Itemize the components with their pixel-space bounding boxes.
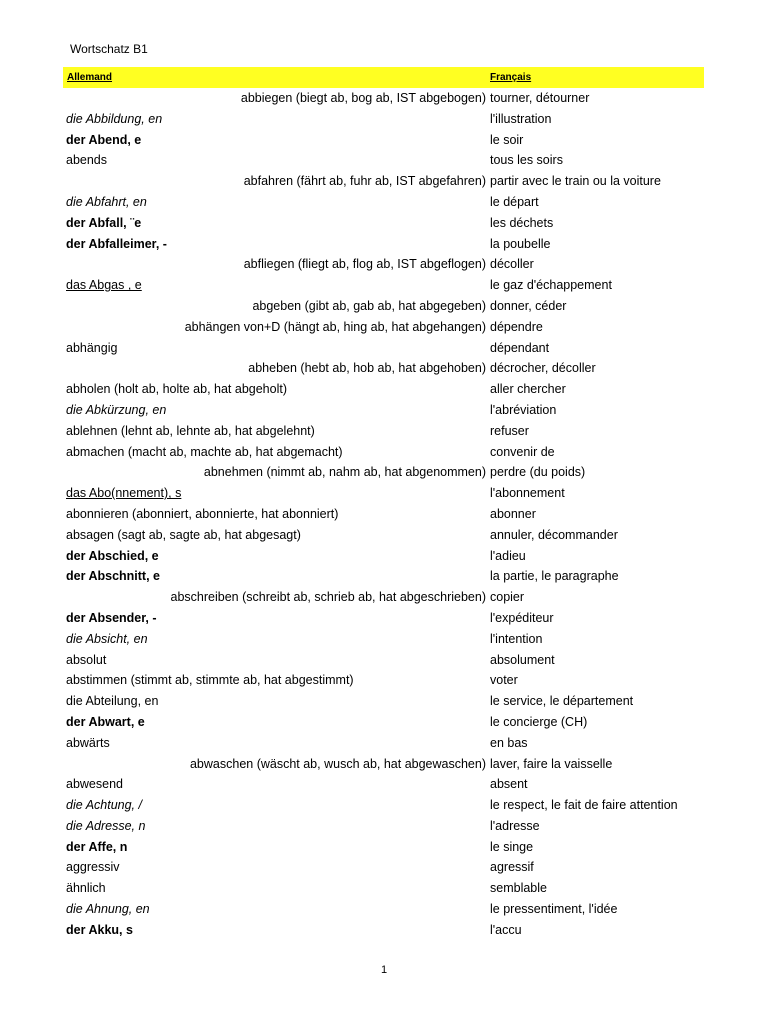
german-term: die Absicht, en [66,631,148,646]
french-translation: l'adieu [490,548,526,563]
french-translation: décoller [490,257,534,272]
french-translation: tourner, détourner [490,91,590,105]
table-row [63,88,704,109]
table-row [63,234,704,255]
german-term: abstimmen (stimmt ab, stimmte ab, hat abgestimmt) [66,673,354,688]
german-term: ablehnen (lehnt ab, lehnte ab, hat abgelehnt) [66,423,315,438]
table-row [63,878,704,899]
german-term: die Achtung, / [66,798,142,813]
column-header-german: Allemand [67,72,113,83]
french-translation: laver, faire la vaisselle [490,756,613,771]
french-translation: l'adresse [490,818,540,833]
table-row [63,254,704,275]
german-term: die Adresse, n [66,818,146,833]
german-term: das Abgas , e [66,278,142,293]
table-row [63,546,704,567]
german-term: abhängen von+D (hängt ab, hing ab, hat abgehangen) [184,319,486,334]
table-row [63,150,704,171]
german-term: abbiegen (biegt ab, bog ab, IST abgebogen) [240,91,486,105]
german-term: die Abteilung, en [66,694,159,709]
table-row [63,358,704,379]
table-row [63,275,704,296]
french-translation: l'intention [490,631,543,646]
german-term: die Ahnung, en [66,902,150,917]
french-translation: convenir de [490,444,555,459]
french-translation: annuler, décommander [490,527,618,542]
french-translation: la poubelle [490,236,551,251]
german-term: der Akku, s [66,922,133,937]
french-translation: l'abréviation [490,402,557,417]
table-header [63,67,704,88]
table-row [63,566,704,587]
table-row [63,442,704,463]
german-term: der Abwart, e [66,714,145,729]
table-row [63,670,704,691]
table-row [63,421,704,442]
table-row [63,899,704,920]
table-row [63,171,704,192]
german-term: absagen (sagt ab, sagte ab, hat abgesagt) [66,527,301,542]
table-row [63,109,704,130]
german-term: aggressiv [66,860,120,875]
german-term: der Abschnitt, e [66,569,160,584]
german-term: abwaschen (wäscht ab, wusch ab, hat abgewaschen) [189,756,486,771]
german-term: der Abfall, ¨e [66,215,142,230]
table-row [63,629,704,650]
column-header-french: Français [490,72,532,83]
french-translation: l'illustration [490,111,552,126]
table-row [63,754,704,775]
german-term: abfahren (fährt ab, fuhr ab, IST abgefahren) [243,174,486,189]
french-translation: le singe [490,839,534,854]
page-number: 1 [380,964,388,976]
german-term: der Abschied, e [66,548,159,563]
german-term: abholen (holt ab, holte ab, hat abgeholt) [66,382,288,397]
table-row [63,130,704,151]
french-translation: le pressentiment, l'idée [490,902,618,917]
table-row [63,338,704,359]
french-translation: semblable [490,881,547,896]
table-row [63,857,704,878]
german-term: die Abfahrt, en [66,194,147,209]
table-row [63,317,704,338]
german-term: abwesend [66,777,123,792]
table-row [63,733,704,754]
french-translation: l'expéditeur [490,610,554,625]
german-term: der Abfalleimer, - [66,236,167,251]
german-term: abmachen (macht ab, machte ab, hat abgemacht) [66,444,343,459]
table-row [63,691,704,712]
german-term: die Abbildung, en [66,111,163,126]
french-translation: perdre (du poids) [490,465,586,480]
table-row [63,296,704,317]
table-row [63,213,704,234]
german-term: abhängig [66,340,118,355]
french-translation: agressif [490,860,534,875]
french-translation: la partie, le paragraphe [490,569,619,584]
french-translation: le gaz d'échappement [490,278,612,293]
french-translation: le respect, le fait de faire attention [490,798,678,813]
table-row [63,462,704,483]
table-row [63,525,704,546]
french-translation: le concierge (CH) [490,714,588,729]
german-term: abends [66,153,108,168]
table-row [63,650,704,671]
german-term: absolut [66,652,107,667]
vocabulary-table [63,88,704,941]
table-row [63,774,704,795]
french-translation: partir avec le train ou la voiture [490,174,661,189]
french-translation: donner, céder [490,298,567,313]
french-translation: absent [490,777,528,792]
french-translation: abonner [490,506,536,521]
french-translation: copier [490,590,525,605]
table-row [63,192,704,213]
table-row [63,400,704,421]
german-term: abwärts [66,735,110,750]
german-term: abgeben (gibt ab, gab ab, hat abgegeben) [252,298,486,313]
german-term: der Affe, n [66,839,128,854]
french-translation: l'accu [490,922,522,937]
german-term: abnehmen (nimmt ab, nahm ab, hat abgenommen) [203,465,486,480]
table-row [63,587,704,608]
french-translation: refuser [490,423,529,438]
french-translation: dépendant [490,340,550,355]
french-translation: aller chercher [490,382,566,397]
french-translation: l'abonnement [490,486,565,501]
french-translation: le service, le département [490,694,634,709]
french-translation: en bas [490,735,528,750]
german-term: der Abend, e [66,132,142,147]
german-term: abfliegen (fliegt ab, flog ab, IST abgeflogen) [243,257,486,272]
table-row [63,504,704,525]
table-row [63,483,704,504]
french-translation: dépendre [490,319,543,334]
table-row [63,837,704,858]
german-term: abheben (hebt ab, hob ab, hat abgehoben) [248,361,486,376]
table-row [63,379,704,400]
french-translation: le départ [490,194,539,209]
table-row [63,816,704,837]
page-title: Wortschatz B1 [70,42,148,56]
german-term: das Abo(nnement), s [66,486,182,501]
german-term: abschreiben (schreibt ab, schrieb ab, hat abgeschrieben) [170,590,486,605]
german-term: abonnieren (abonniert, abonnierte, hat abonniert) [66,506,339,521]
table-row [63,920,704,941]
french-translation: voter [490,673,518,688]
french-translation: le soir [490,132,524,147]
german-term: der Absender, - [66,610,157,625]
table-row [63,608,704,629]
french-translation: les déchets [490,215,554,230]
french-translation: absolument [490,652,555,667]
table-row [63,712,704,733]
french-translation: tous les soirs [490,153,563,168]
german-term: ähnlich [66,881,106,896]
german-term: die Abkürzung, en [66,402,167,417]
french-translation: décrocher, décoller [490,361,596,376]
table-row [63,795,704,816]
